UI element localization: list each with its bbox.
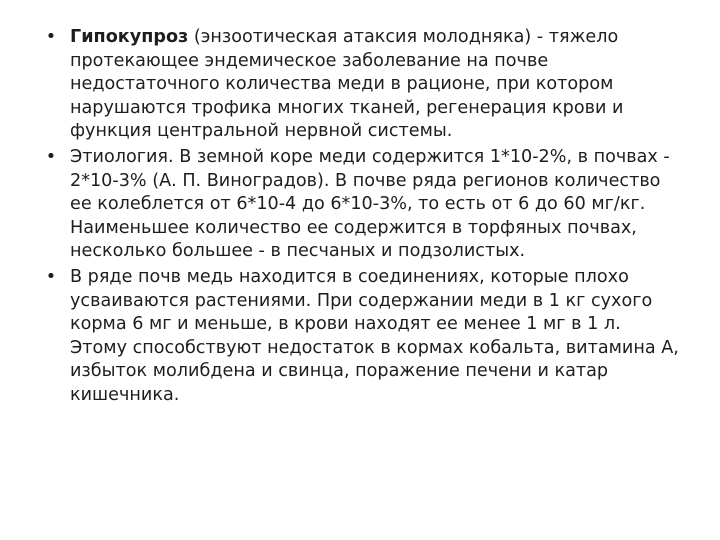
bullet-text: Этиология. В земной коре меди содержится 1*10-2%, в почвах - 2*10-3% (А. П. Виноградов). В почве ряда регионов количество ее колеблется от 6*10-4 до 6*10-3%, то есть от 6 до 60 мг/кг. Наименьшее количество ее содержится в торфяных почвах, несколько большее - в песчаных и подзолистых. (70, 146, 670, 262)
bullet-dot-icon: • (45, 146, 57, 167)
bullet-list (44, 26, 680, 408)
bullet-item-etiology (44, 146, 680, 264)
bullet-item-hypocuprosis (44, 26, 680, 144)
bullet-dot-icon: • (45, 27, 57, 47)
bullet-term: Гипокупроз (70, 27, 189, 47)
bullet-item-soil-copper (44, 266, 680, 408)
bullet-text: В ряде почв медь находится в соединениях, которые плохо усваиваются растениями. При содержании меди в 1 кг сухого корма 6 мг и меньше, в крови находят ее менее 1 мг в 1 л. Этому способствуют недостаток в кормах кобальта, витамина А, избыток молибдена и свинца, поражение печени и катар кишечника. (70, 266, 679, 405)
bullet-dot-icon: • (45, 266, 57, 287)
bullet-text: (энзоотическая атаксия молодняка) - тяжело протекающее эндемическое заболевание на почве недостаточного количества меди в рационе, при котором нарушаются трофика многих тканей, регенерация крови и функция центральной нервной системы. (70, 27, 624, 142)
